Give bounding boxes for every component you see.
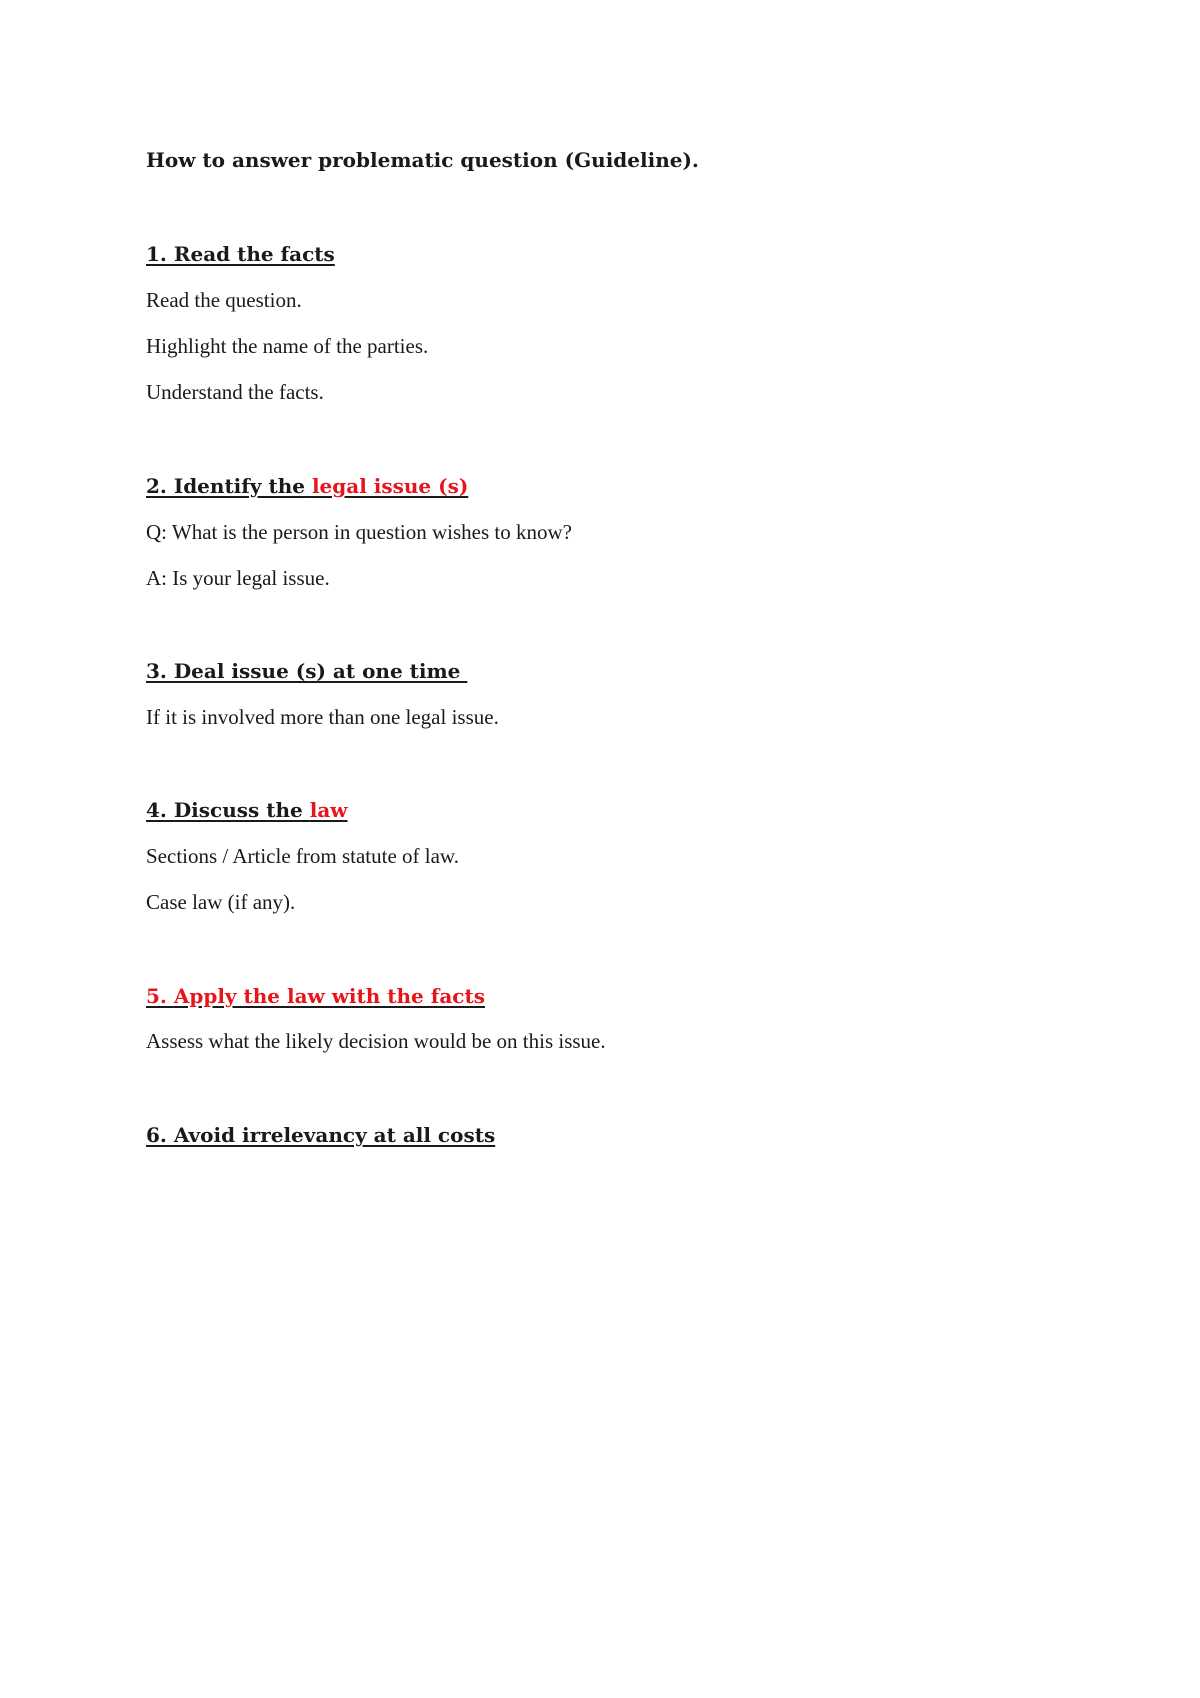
section-2-heading-text: 2. Identify the [146,474,312,498]
document-title: How to answer problematic question (Guideline). [146,148,699,172]
section-1-heading-text: 1. Read the facts [146,242,335,266]
section-5-line-1: Assess what the likely decision would be on this issue. [146,1029,606,1053]
section-3-heading-text: 3. Deal issue (s) at one time [146,659,468,683]
section-1-line-2: Highlight the name of the parties. [146,334,429,358]
section-3-heading [146,657,467,685]
section-2-heading-highlight: legal issue (s) [311,474,469,498]
section-4-line-1: Sections / Article from statute of law. [146,844,459,868]
section-1-line-3: Understand the facts. [146,380,324,404]
section-6-heading [146,1121,495,1149]
section-2-line-2: A: Is your legal issue. [146,566,330,590]
section-4-heading-text: 4. Discuss the [146,798,310,822]
section-4-heading [146,796,348,824]
section-1-line-1: Read the question. [146,288,302,312]
section-5-heading-highlight: Apply the law with the facts [173,984,485,1008]
section-5-heading [146,982,485,1010]
section-4-heading-highlight: law [309,798,348,822]
section-2-line-1: Q: What is the person in question wishes to know? [146,520,572,544]
section-3-line-1: If it is involved more than one legal issue. [146,705,499,729]
section-1-heading [146,240,335,268]
section-4-line-2: Case law (if any). [146,890,296,914]
section-5-heading-number: 5. [146,984,174,1008]
section-6-heading-text: 6. Avoid irrelevancy at all costs [146,1123,496,1147]
section-2-heading [146,472,468,500]
